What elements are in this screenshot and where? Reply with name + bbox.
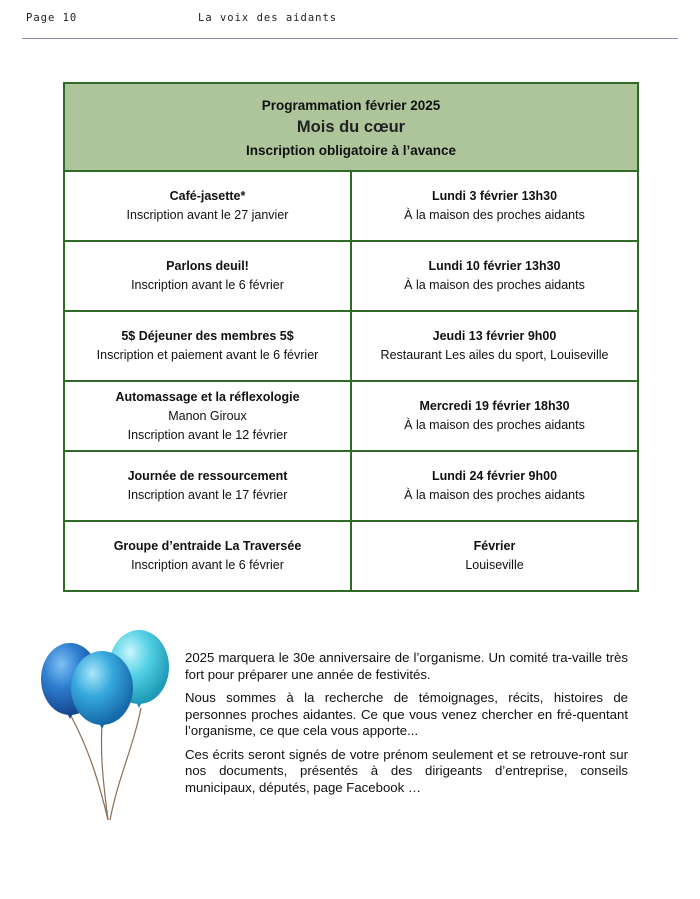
event-detail: Inscription avant le 17 février [127,488,288,502]
anniversary-article [185,650,628,803]
event-cell [64,241,351,311]
event-detail: Inscription avant le 12 février [127,427,288,442]
program-notice: Inscription obligatoire à l’avance [245,143,457,158]
page-header [22,10,678,39]
event-name: Journée de ressourcement [127,469,288,483]
program-row [64,451,638,521]
event-detail: Inscription et paiement avant le 6 février [96,348,319,362]
event-place: À la maison des proches aidants [404,488,585,502]
event-place: À la maison des proches aidants [404,208,585,222]
program-subtitle: Mois du cœur [296,118,406,136]
program-title: Programmation février 2025 [261,98,441,113]
program-row [64,241,638,311]
schedule-cell [351,171,638,241]
article-paragraph-2: Nous sommes à la recherche de témoignages, récits, histoires de personnes proches aidantes. Ce que vous venez chercher en fré-quentant l’organisme, ce que cela vous apporte... [185,690,628,738]
article-paragraph-3: Ces écrits seront signés de votre prénom seulement et se retrouve-ront sur nos documents, présentés à des dirigeants d’entreprise, conseils municipaux, députés, page Facebook … [185,746,628,795]
program-row [64,521,638,591]
balloons-icon [38,628,178,828]
schedule-cell [351,311,638,381]
schedule-cell [351,451,638,521]
event-detail: Inscription avant le 6 février [131,558,284,572]
program-table [63,82,639,592]
event-name: Groupe d’entraide La Traversée [113,539,302,553]
event-name: Automassage et la réflexologie [115,389,300,404]
schedule-cell [351,381,638,451]
event-detail: Manon Giroux [168,408,247,423]
event-cell [64,311,351,381]
event-cell [64,451,351,521]
event-cell [64,521,351,591]
program-row [64,171,638,241]
event-date: Lundi 24 février 9h00 [431,469,558,483]
event-place: Restaurant Les ailes du sport, Louiseville [380,348,609,362]
program-rows [64,171,638,591]
program-banner [64,83,638,171]
event-date: Février [473,539,516,553]
event-detail: Inscription avant le 27 janvier [126,208,289,222]
event-cell [64,171,351,241]
page-number: Page 10 [26,12,78,24]
event-place: Louiseville [465,558,524,572]
program-row [64,311,638,381]
event-date: Lundi 10 février 13h30 [428,259,561,273]
event-date: Mercredi 19 février 18h30 [419,399,570,413]
event-place: À la maison des proches aidants [404,278,585,292]
event-name: Café-jasette* [169,189,246,203]
program-row [64,381,638,451]
event-name: Parlons deuil! [166,259,249,273]
event-place: À la maison des proches aidants [404,418,585,432]
article-paragraph-1: 2025 marquera le 30e anniversaire de l’organisme. Un comité tra-vaille très fort pour préparer une année de festivités. [185,650,628,682]
event-name: 5$ Déjeuner des membres 5$ [121,329,294,343]
event-detail: Inscription avant le 6 février [131,278,284,292]
event-date: Jeudi 13 février 9h00 [432,329,557,343]
event-date: Lundi 3 février 13h30 [431,189,558,203]
event-cell [64,381,351,451]
newsletter-title: La voix des aidants [198,12,338,24]
schedule-cell [351,521,638,591]
schedule-cell [351,241,638,311]
